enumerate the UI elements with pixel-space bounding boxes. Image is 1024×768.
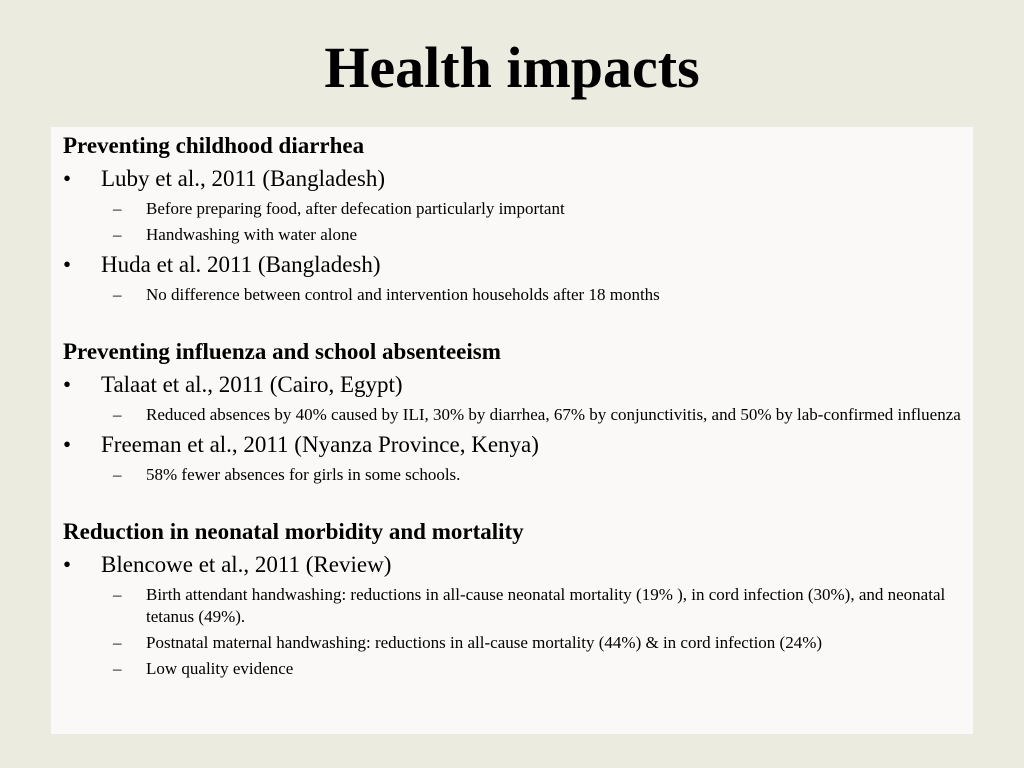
sub-item [63, 224, 961, 246]
dash-icon: – [113, 405, 122, 424]
sub-text: Postnatal maternal handwashing: reductions in all-cause mortality (44%) & in cord infection (24%) [146, 633, 823, 652]
bullet-item [63, 550, 961, 579]
slide-title: Health impacts [324, 35, 700, 100]
bullet-item [63, 250, 961, 279]
sub-text: Reduced absences by 40% caused by ILI, 30% by diarrhea, 67% by conjunctivitis, and 50% by lab-confirmed influenza [146, 405, 961, 424]
sub-item [63, 404, 961, 426]
bullet-text: Talaat et al., 2011 (Cairo, Egypt) [101, 372, 403, 397]
bullet-icon: • [63, 252, 72, 277]
section-childhood-diarrhea [63, 131, 961, 306]
sub-item [63, 584, 961, 628]
section-neonatal [63, 517, 961, 680]
bullet-icon: • [63, 432, 72, 457]
content-box [51, 127, 973, 734]
bullet-icon: • [63, 552, 72, 577]
section-heading: Preventing influenza and school absenteeism [63, 339, 501, 364]
sub-text: Handwashing with water alone [146, 225, 358, 244]
sub-item [63, 464, 961, 486]
dash-icon: – [113, 465, 122, 484]
bullet-text: Luby et al., 2011 (Bangladesh) [101, 166, 386, 191]
bullet-icon: • [63, 166, 72, 191]
sub-text: Birth attendant handwashing: reductions in all-cause neonatal mortality (19% ), in cord infection (30%), and neonatal tetanus (49%). [146, 585, 946, 626]
bullet-icon: • [63, 372, 72, 397]
dash-icon: – [113, 633, 122, 652]
bullet-text: Blencowe et al., 2011 (Review) [101, 552, 392, 577]
sub-item [63, 658, 961, 680]
sub-text: Low quality evidence [146, 659, 294, 678]
bullet-text: Freeman et al., 2011 (Nyanza Province, Kenya) [101, 432, 539, 457]
sub-item [63, 632, 961, 654]
dash-icon: – [113, 659, 122, 678]
section-heading: Reduction in neonatal morbidity and mortality [63, 519, 524, 544]
section-influenza-absenteeism [63, 337, 961, 486]
sub-item [63, 198, 961, 220]
dash-icon: – [113, 285, 122, 304]
dash-icon: – [113, 199, 122, 218]
section-heading: Preventing childhood diarrhea [63, 133, 365, 158]
sub-text: 58% fewer absences for girls in some schools. [146, 465, 461, 484]
sub-item [63, 284, 961, 306]
sub-text: No difference between control and intervention households after 18 months [146, 285, 660, 304]
bullet-item [63, 370, 961, 399]
bullet-item [63, 430, 961, 459]
dash-icon: – [113, 585, 122, 604]
bullet-text: Huda et al. 2011 (Bangladesh) [101, 252, 381, 277]
dash-icon: – [113, 225, 122, 244]
bullet-item [63, 164, 961, 193]
sub-text: Before preparing food, after defecation particularly important [146, 199, 565, 218]
